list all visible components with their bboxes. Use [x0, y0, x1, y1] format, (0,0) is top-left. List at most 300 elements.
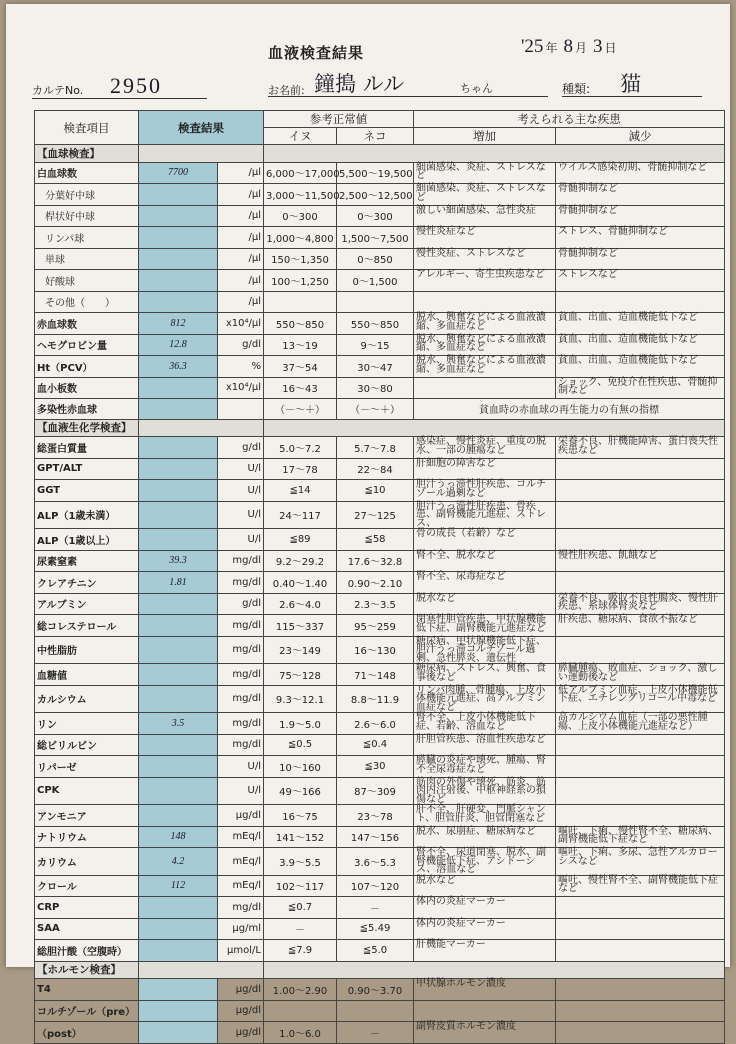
- test-item: ナトリウム: [35, 826, 139, 848]
- dog-range: 1.9～5.0: [264, 713, 337, 735]
- test-unit: /μl: [218, 248, 264, 270]
- species-label: 種類:: [562, 82, 591, 96]
- increase-causes: 胆汁うっ滞性肝疾患、骨疾患、副腎機能亢進症、ストレス、: [414, 501, 556, 529]
- species-field: [562, 70, 702, 97]
- test-item: クロール: [35, 875, 139, 897]
- increase-causes: 脱水、興奮などによる血液濃縮、多血症など: [414, 334, 556, 356]
- test-result: [139, 377, 218, 399]
- col-ref-header: 参考正常値: [264, 111, 414, 128]
- section-header-row: [35, 145, 725, 163]
- decrease-causes: 貧血、出血、造血機能低下など: [556, 313, 725, 335]
- increase-causes: 甲状腺ホルモン濃度: [414, 979, 556, 1001]
- decrease-causes: 貧血、出血、造血機能低下など: [556, 356, 725, 378]
- section-header-row: [35, 419, 725, 437]
- decrease-causes: [556, 529, 725, 551]
- section-label: 【血液生化学検査】: [35, 419, 139, 437]
- dog-range: －: [264, 918, 337, 940]
- col-dog-header: イヌ: [264, 128, 337, 145]
- decrease-causes: [556, 897, 725, 919]
- increase-causes: 膵臓の炎症や壊死、腫瘍、腎不全尿毒症など: [414, 756, 556, 778]
- decrease-causes: [556, 940, 725, 962]
- report-date: [521, 36, 622, 58]
- test-unit: x10⁴/μl: [218, 313, 264, 335]
- increase-causes: 腎不全、尿毒症など: [414, 572, 556, 594]
- test-unit: mg/dl: [218, 664, 264, 686]
- decrease-causes: [556, 734, 725, 756]
- table-row: [35, 248, 725, 270]
- test-result: [139, 805, 218, 827]
- cat-range: 95～259: [337, 615, 414, 637]
- cat-range: 2.6～6.0: [337, 713, 414, 735]
- cat-range: 5,500～19,500: [337, 162, 414, 184]
- table-row: [35, 356, 725, 378]
- test-item: リパーゼ: [35, 756, 139, 778]
- dog-range: 1,000～4,800: [264, 227, 337, 249]
- species-value: 猫: [620, 72, 641, 96]
- test-result: [139, 664, 218, 686]
- increase-causes: 副腎皮質ホルモン濃度: [414, 1022, 556, 1044]
- decrease-causes: 肝疾患、糖尿病、食欲不振など: [556, 615, 725, 637]
- test-item: リン: [35, 713, 139, 735]
- cat-range: 0.90～3.70: [337, 979, 414, 1001]
- test-unit: U/l: [218, 777, 264, 805]
- test-item: 桿状好中球: [35, 205, 139, 227]
- table-row: [35, 334, 725, 356]
- test-item: 中性脂肪: [35, 636, 139, 664]
- cat-range: 0.90～2.10: [337, 572, 414, 594]
- test-unit: g/dl: [218, 593, 264, 615]
- test-result: 812: [139, 313, 218, 335]
- test-item: 総蛋白質量: [35, 437, 139, 459]
- test-item: 総胆汁酸（空腹時）: [35, 940, 139, 962]
- dog-range: 0～300: [264, 205, 337, 227]
- decrease-causes: 低アルブミン血症、上皮小体機能低下症、エチレングリコール中毒など: [556, 685, 725, 713]
- table-row: [35, 805, 725, 827]
- cat-range: ≦5.0: [337, 940, 414, 962]
- increase-causes: 脱水、尿崩症、糖尿病など: [414, 826, 556, 848]
- dog-range: 115～337: [264, 615, 337, 637]
- increase-causes: 慢性炎症、ストレスなど: [414, 248, 556, 270]
- table-row: [35, 713, 725, 735]
- test-result: 4.2: [139, 848, 218, 876]
- decrease-causes: 膵臓腫瘍、敗血症、ショック、激しい運動後など: [556, 664, 725, 686]
- dog-range: 0.40～1.40: [264, 572, 337, 594]
- test-item: 好酸球: [35, 270, 139, 292]
- date-day: 3: [592, 36, 603, 57]
- cat-range: 2,500～12,500: [337, 184, 414, 206]
- decrease-causes: 栄養不良、肝機能障害、蛋白喪失性疾患など: [556, 437, 725, 459]
- test-unit: mEq/l: [218, 848, 264, 876]
- section-blank: [264, 145, 725, 163]
- section-header-row: [35, 961, 725, 979]
- decrease-causes: 貧血、出血、造血機能低下など: [556, 334, 725, 356]
- dog-range: 23～149: [264, 636, 337, 664]
- test-unit: /μl: [218, 205, 264, 227]
- test-item: 血小板数: [35, 377, 139, 399]
- table-row: [35, 291, 725, 313]
- cat-range: 17.6～32.8: [337, 550, 414, 572]
- table-row: [35, 572, 725, 594]
- dog-range: ≦7.9: [264, 940, 337, 962]
- test-item: 血糖値: [35, 664, 139, 686]
- table-row: [35, 593, 725, 615]
- table-row: [35, 529, 725, 551]
- test-unit: mg/dl: [218, 713, 264, 735]
- table-row: [35, 1022, 725, 1044]
- increase-causes: 骨の成長（若齢）など: [414, 529, 556, 551]
- increase-causes: 肝胆管疾患、溶血性疾患など: [414, 734, 556, 756]
- table-row: [35, 162, 725, 184]
- cat-range: 550～850: [337, 313, 414, 335]
- test-result: 3.5: [139, 713, 218, 735]
- test-result: [139, 685, 218, 713]
- test-unit: g/dl: [218, 437, 264, 459]
- test-result: [139, 458, 218, 480]
- col-decrease-header: 減少: [556, 128, 725, 145]
- test-result: [139, 777, 218, 805]
- cat-range: －: [337, 1022, 414, 1044]
- test-item: 赤血球数: [35, 313, 139, 335]
- col-item-header: 検査項目: [35, 111, 139, 145]
- table-row: [35, 1000, 725, 1022]
- increase-causes: 脱水、興奮などによる血液濃縮、多血症など: [414, 356, 556, 378]
- test-result: [139, 248, 218, 270]
- test-result: 36.3: [139, 356, 218, 378]
- date-day-unit: 日: [604, 41, 617, 55]
- test-result: [139, 897, 218, 919]
- test-unit: [218, 399, 264, 420]
- section-result-cell: [139, 961, 264, 979]
- cat-range: 107～120: [337, 875, 414, 897]
- decrease-causes: ショック、免疫介在性疾患、骨髄抑制など: [556, 377, 725, 399]
- increase-causes: [414, 291, 556, 313]
- table-row: [35, 399, 725, 420]
- test-item: CRP: [35, 897, 139, 919]
- test-item: リンパ球: [35, 227, 139, 249]
- test-result: [139, 734, 218, 756]
- dog-range: 6,000～17,000: [264, 162, 337, 184]
- patient-name-field: [268, 70, 548, 97]
- test-result: 1.81: [139, 572, 218, 594]
- cat-range: 9～15: [337, 334, 414, 356]
- test-unit: mEq/l: [218, 875, 264, 897]
- test-result: [139, 1000, 218, 1022]
- table-row: [35, 756, 725, 778]
- test-result: 12.8: [139, 334, 218, 356]
- dog-range: 49～166: [264, 777, 337, 805]
- report-title: 血液検査結果: [268, 44, 365, 62]
- test-result: [139, 636, 218, 664]
- dog-range: 150～1,350: [264, 248, 337, 270]
- increase-causes: 体内の炎症マーカー: [414, 897, 556, 919]
- increase-causes: 細菌感染、炎症、ストレスなど: [414, 184, 556, 206]
- test-result: [139, 437, 218, 459]
- test-item: ALP（1歳以上）: [35, 529, 139, 551]
- table-row: [35, 826, 725, 848]
- section-blank: [264, 961, 725, 979]
- date-month-unit: 月: [574, 41, 587, 55]
- test-result: [139, 1022, 218, 1044]
- dog-range: 37～54: [264, 356, 337, 378]
- test-unit: μmol/L: [218, 940, 264, 962]
- test-unit: μg/dl: [218, 805, 264, 827]
- dog-range: 1.0～6.0: [264, 1022, 337, 1044]
- test-item: SAA: [35, 918, 139, 940]
- cat-range: 23～78: [337, 805, 414, 827]
- increase-causes: 糖尿病、甲状腺機能低下症、胆汁うっ滞コルチゾール過剰、急性膵炎、遺伝性: [414, 636, 556, 664]
- table-row: [35, 734, 725, 756]
- decrease-causes: 骨髄抑制など: [556, 248, 725, 270]
- test-unit: x10⁴/μl: [218, 377, 264, 399]
- dog-range: 141～152: [264, 826, 337, 848]
- cat-range: 22～84: [337, 458, 414, 480]
- cat-range: ≦58: [337, 529, 414, 551]
- cat-range: [337, 1000, 414, 1022]
- test-unit: μg/dl: [218, 979, 264, 1001]
- dog-range: 3,000～11,500: [264, 184, 337, 206]
- karte-number-field: [32, 74, 207, 99]
- decrease-causes: [556, 1022, 725, 1044]
- decrease-causes: 栄養不良、吸収不良性腸炎、慢性肝疾患、糸球体腎炎など: [556, 593, 725, 615]
- table-row: [35, 313, 725, 335]
- decrease-causes: 高カルシウム血症（一部の悪性腫瘍、上皮小体機能亢進症など）: [556, 713, 725, 735]
- dog-range: 24～117: [264, 501, 337, 529]
- decrease-causes: [556, 636, 725, 664]
- increase-causes: 肝不全、肝硬変、門脈シャント、胆管肝炎、胆管閉塞など: [414, 805, 556, 827]
- increase-causes: 筋肉の外傷や壊死、筋炎、筋肉内注射後、中枢神経系の損傷など: [414, 777, 556, 805]
- test-unit: /μl: [218, 291, 264, 313]
- section-label: 【血球検査】: [35, 145, 139, 163]
- test-item: GPT/ALT: [35, 458, 139, 480]
- increase-causes: 肝細胞の障害など: [414, 458, 556, 480]
- test-item: その他（ ）: [35, 291, 139, 313]
- test-unit: μg/dl: [218, 1022, 264, 1044]
- table-row: [35, 550, 725, 572]
- cat-range: 0～1,500: [337, 270, 414, 292]
- table-row: [35, 615, 725, 637]
- increase-causes: アレルギー、寄生虫疾患など: [414, 270, 556, 292]
- test-result: [139, 756, 218, 778]
- test-item: クレアチニン: [35, 572, 139, 594]
- test-item: カリウム: [35, 848, 139, 876]
- test-item: コルチゾール（pre）: [35, 1000, 139, 1022]
- test-item: 分葉好中球: [35, 184, 139, 206]
- test-unit: mg/dl: [218, 897, 264, 919]
- cat-range: 30～80: [337, 377, 414, 399]
- test-unit: mg/dl: [218, 685, 264, 713]
- table-row: [35, 437, 725, 459]
- decrease-causes: ウイルス感染初期、骨髄抑制など: [556, 162, 725, 184]
- decrease-causes: [556, 501, 725, 529]
- test-item: 多染性赤血球: [35, 399, 139, 420]
- test-result: [139, 227, 218, 249]
- test-unit: /μl: [218, 227, 264, 249]
- test-unit: /μl: [218, 162, 264, 184]
- col-disease-header: 考えられる主な疾患: [414, 111, 725, 128]
- date-month: 8: [563, 36, 573, 57]
- decrease-causes: 骨髄抑制など: [556, 205, 725, 227]
- table-row: [35, 875, 725, 897]
- dog-range: 16～43: [264, 377, 337, 399]
- test-unit: mg/dl: [218, 550, 264, 572]
- table-row: [35, 918, 725, 940]
- karte-label: カルテNo.: [32, 84, 84, 97]
- decrease-causes: 嘔吐、下痢、慢性腎不全、糖尿病、副腎機能低下症など: [556, 826, 725, 848]
- name-suffix: ちゃん: [460, 82, 493, 95]
- test-item: （post）: [35, 1022, 139, 1044]
- test-unit: U/l: [218, 501, 264, 529]
- test-result: 7700: [139, 162, 218, 184]
- section-result-cell: [139, 145, 264, 163]
- cat-range: 3.6～5.3: [337, 848, 414, 876]
- table-row: [35, 979, 725, 1001]
- col-result-header: 検査結果: [139, 111, 264, 145]
- table-row: [35, 270, 725, 292]
- decrease-causes: [556, 572, 725, 594]
- test-item: 総コレステロール: [35, 615, 139, 637]
- test-result: [139, 501, 218, 529]
- cat-range: 8.8～11.9: [337, 685, 414, 713]
- dog-range: 75～128: [264, 664, 337, 686]
- test-result: [139, 399, 218, 420]
- col-cat-header: ネコ: [337, 128, 414, 145]
- test-unit: mg/dl: [218, 615, 264, 637]
- increase-causes: 細菌感染、炎症、ストレスなど: [414, 162, 556, 184]
- decrease-causes: 骨髄抑制など: [556, 184, 725, 206]
- test-note: 貧血時の赤血球の再生能力の有無の指標: [414, 399, 725, 420]
- increase-causes: 腎不全、脱水など: [414, 550, 556, 572]
- increase-causes: 激しい細菌感染、急性炎症: [414, 205, 556, 227]
- dog-range: [264, 1000, 337, 1022]
- test-item: 尿素窒素: [35, 550, 139, 572]
- dog-range: 5.0～7.2: [264, 437, 337, 459]
- dog-range: ≦14: [264, 480, 337, 502]
- test-item: T4: [35, 979, 139, 1001]
- name-label: お名前:: [268, 84, 305, 97]
- test-unit: /μl: [218, 270, 264, 292]
- cat-range: （－～＋）: [337, 399, 414, 420]
- karte-value: 2950: [110, 73, 162, 98]
- decrease-causes: 慢性肝疾患、飢餓など: [556, 550, 725, 572]
- test-unit: /μl: [218, 184, 264, 206]
- test-unit: U/l: [218, 480, 264, 502]
- test-result: [139, 480, 218, 502]
- test-unit: U/l: [218, 458, 264, 480]
- table-row: [35, 480, 725, 502]
- increase-causes: 肝機能マーカー: [414, 940, 556, 962]
- test-item: ALP（1歳未満）: [35, 501, 139, 529]
- dog-range: 550～850: [264, 313, 337, 335]
- dog-range: 17～78: [264, 458, 337, 480]
- table-row: [35, 940, 725, 962]
- increase-causes: [414, 377, 556, 399]
- col-increase-header: 増加: [414, 128, 556, 145]
- test-item: アンモニア: [35, 805, 139, 827]
- increase-causes: 閉塞性胆管疾患、甲状腺機能低下症、副腎機能亢進症など: [414, 615, 556, 637]
- test-item: 白血球数: [35, 162, 139, 184]
- table-row: [35, 205, 725, 227]
- test-item: ヘモグロビン量: [35, 334, 139, 356]
- decrease-causes: 嘔吐、下痢、多尿、急性アルカローシスなど: [556, 848, 725, 876]
- cat-range: 71～148: [337, 664, 414, 686]
- decrease-causes: [556, 1000, 725, 1022]
- table-row: [35, 777, 725, 805]
- decrease-causes: [556, 979, 725, 1001]
- table-row: [35, 848, 725, 876]
- section-blank: [264, 419, 725, 437]
- decrease-causes: [556, 805, 725, 827]
- dog-range: 13～19: [264, 334, 337, 356]
- test-result: [139, 615, 218, 637]
- test-result: [139, 529, 218, 551]
- cat-range: ≦5.49: [337, 918, 414, 940]
- cat-range: ≦10: [337, 480, 414, 502]
- test-result: [139, 291, 218, 313]
- cat-range: 27～125: [337, 501, 414, 529]
- test-unit: g/dl: [218, 334, 264, 356]
- increase-causes: 脱水、興奮などによる血液濃縮、多血症など: [414, 313, 556, 335]
- cat-range: 1,500～7,500: [337, 227, 414, 249]
- decrease-causes: ストレスなど: [556, 270, 725, 292]
- test-unit: μg/dl: [218, 1000, 264, 1022]
- table-row: [35, 458, 725, 480]
- increase-causes: 腎不全、上皮小体機能低下症、若齢、溶血など: [414, 713, 556, 735]
- dog-range: 16～75: [264, 805, 337, 827]
- decrease-causes: [556, 756, 725, 778]
- test-unit: U/l: [218, 756, 264, 778]
- cat-range: 30～47: [337, 356, 414, 378]
- dog-range: 10～160: [264, 756, 337, 778]
- test-item: アルブミン: [35, 593, 139, 615]
- increase-causes: 胆汁うっ滞性肝疾患、コルチゾール過剰など: [414, 480, 556, 502]
- test-item: CPK: [35, 777, 139, 805]
- dog-range: 100～1,250: [264, 270, 337, 292]
- increase-causes: 糖尿病、ストレス、興奮、食事後など: [414, 664, 556, 686]
- test-result: 112: [139, 875, 218, 897]
- cat-range: [337, 291, 414, 313]
- dog-range: （－～＋）: [264, 399, 337, 420]
- table-row: [35, 664, 725, 686]
- test-unit: mg/dl: [218, 734, 264, 756]
- test-unit: mg/dl: [218, 636, 264, 664]
- results-table: [34, 110, 725, 1044]
- date-year-unit: 年: [545, 41, 558, 55]
- increase-causes: 脱水など: [414, 875, 556, 897]
- cat-range: 0～850: [337, 248, 414, 270]
- increase-causes: 慢性炎症など: [414, 227, 556, 249]
- section-label: 【ホルモン検査】: [35, 961, 139, 979]
- cat-range: 147～156: [337, 826, 414, 848]
- section-result-cell: [139, 419, 264, 437]
- test-item: 単球: [35, 248, 139, 270]
- test-item: GGT: [35, 480, 139, 502]
- increase-causes: 体内の炎症マーカー: [414, 918, 556, 940]
- test-item: 総ビリルビン: [35, 734, 139, 756]
- increase-causes: [414, 1000, 556, 1022]
- dog-range: [264, 291, 337, 313]
- cat-range: 0～300: [337, 205, 414, 227]
- dog-range: 3.9～5.5: [264, 848, 337, 876]
- test-result: [139, 979, 218, 1001]
- decrease-causes: [556, 777, 725, 805]
- dog-range: 1.00～2.90: [264, 979, 337, 1001]
- table-row: [35, 377, 725, 399]
- cat-range: 2.3～3.5: [337, 593, 414, 615]
- dog-range: 102～117: [264, 875, 337, 897]
- date-year: '25: [521, 36, 544, 57]
- test-item: Ht（PCV）: [35, 356, 139, 378]
- test-result: [139, 918, 218, 940]
